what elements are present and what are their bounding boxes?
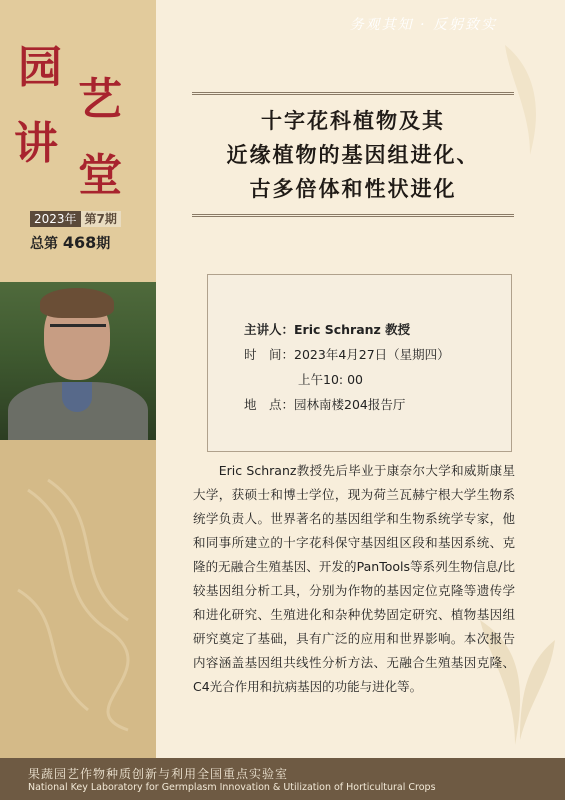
- time-hour: 上午10: 00: [298, 372, 363, 387]
- series-title: [14, 42, 164, 212]
- series-char-4: 堂: [78, 150, 122, 201]
- title-rule-top: [192, 92, 514, 95]
- footer-lab-name-en: National Key Laboratory for Germplasm Innovation & Utilization of Horticultural Crops: [28, 782, 436, 793]
- issue-number: 第7期: [81, 211, 121, 227]
- photo-hair: [40, 288, 114, 318]
- footer: [0, 758, 565, 800]
- title-rule-bottom: [192, 214, 514, 217]
- total-number: 468: [62, 233, 97, 252]
- talk-title: [190, 104, 516, 206]
- speaker: 主讲人：Eric Schranz 教授: [244, 322, 411, 337]
- dna-decoration-icon: [8, 470, 148, 740]
- place: 园林南楼204报告厅: [294, 397, 406, 412]
- total-prefix: 总第: [30, 236, 58, 252]
- title-line-2: 近缘植物的基因组进化、: [226, 142, 480, 167]
- series-char-1: 园: [18, 42, 62, 93]
- speaker-photo: [0, 282, 156, 440]
- speaker-bio: Eric Schranz教授先后毕业于康奈尔大学和威斯康星大学，获硕士和博士学位，现为荷兰瓦赫宁根大学生物系统学负责人。世界著名的基因组学和生物系统学专家，他和同事所建立的十字花科保守基因组区段和基因系统、克隆的无融合生殖基因、开发的PanTools等系列生物信息/比较基因组分析工具，分别为作物的基因定位克隆等遗传学和进化研究、生殖进化和杂种优势固定研究、植物基因组研究奠定了基础，具有广泛的应用和世界影响。本次报告内容涵盖基因组共线性分析方法、无融合生殖基因克隆、C4光合作用和抗病基因的功能与进化等。: [193, 463, 515, 694]
- photo-glasses: [50, 324, 106, 339]
- time-row: [244, 345, 450, 363]
- time-label: 时 间：: [244, 347, 295, 362]
- issue-year: 2023年: [30, 211, 81, 227]
- time-date: 2023年4月27日（星期四）: [294, 347, 450, 362]
- motto: 务观其知 · 反躬致实: [349, 17, 497, 33]
- talk-info-box: [207, 274, 512, 452]
- title-line-3: 古多倍体和性状进化: [249, 176, 457, 201]
- title-line-1: 十字花科植物及其: [261, 108, 445, 133]
- total-issue: [30, 233, 110, 253]
- place-label: 地 点：: [244, 397, 295, 412]
- series-char-3: 讲: [14, 118, 58, 169]
- place-row: [244, 395, 405, 413]
- series-char-2: 艺: [78, 74, 122, 125]
- footer-lab-name-cn: 果蔬园艺作物种质创新与利用全国重点实验室: [28, 767, 289, 781]
- total-suffix: 期: [96, 236, 111, 252]
- issue-info: [30, 210, 121, 227]
- photo-collar: [62, 382, 92, 412]
